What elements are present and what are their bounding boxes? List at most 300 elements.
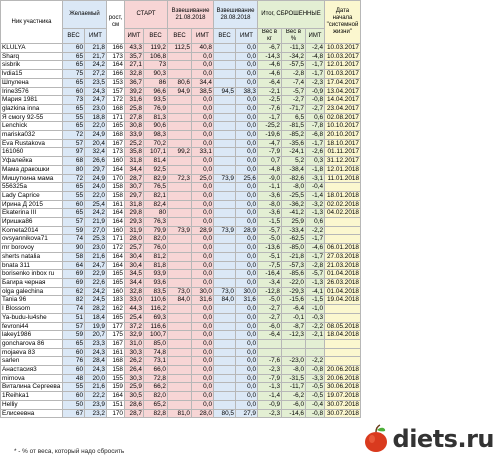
cell-desired-bmi[interactable]: 20,0 [85, 374, 107, 383]
cell-name[interactable]: Мария 1981 [1, 96, 63, 105]
cell-name[interactable]: mr borovoy [1, 244, 63, 253]
cell-height[interactable]: 162 [107, 305, 125, 314]
cell-start-date[interactable]: 10.03.2017 [325, 52, 361, 61]
cell-w1-bmi[interactable]: 0,0 [192, 313, 214, 322]
cell-start-weight[interactable]: 76,3 [144, 218, 168, 227]
cell-w2-weight[interactable] [214, 191, 236, 200]
cell-total-kg[interactable]: -5,1 [258, 252, 282, 261]
cell-total-pct[interactable]: -41,2 [282, 209, 306, 218]
cell-height[interactable]: 160 [107, 287, 125, 296]
cell-desired-weight[interactable]: 60 [63, 87, 85, 96]
cell-start-weight[interactable]: 69,3 [144, 313, 168, 322]
cell-height[interactable]: 165 [107, 270, 125, 279]
cell-desired-weight[interactable]: 62 [63, 287, 85, 296]
cell-total-bmi[interactable]: -2,6 [306, 148, 325, 157]
cell-start-weight[interactable]: 81,2 [144, 252, 168, 261]
cell-w2-weight[interactable]: 80,5 [214, 409, 236, 418]
cell-w1-bmi[interactable]: 0,0 [192, 200, 214, 209]
cell-start-weight[interactable]: 70,2 [144, 139, 168, 148]
cell-desired-bmi[interactable]: 25,3 [85, 235, 107, 244]
cell-w2-weight[interactable] [214, 183, 236, 192]
cell-start-date[interactable]: 17.04.2017 [325, 78, 361, 87]
cell-w1-bmi[interactable]: 0,0 [192, 52, 214, 61]
cell-desired-bmi[interactable]: 21,7 [85, 52, 107, 61]
cell-start-date[interactable]: 02.08.2017 [325, 113, 361, 122]
cell-w2-weight[interactable] [214, 339, 236, 348]
cell-w2-weight[interactable] [214, 218, 236, 227]
cell-w2-weight[interactable] [214, 113, 236, 122]
cell-start-weight[interactable]: 83,5 [144, 287, 168, 296]
cell-w2-bmi[interactable]: 0,0 [236, 357, 258, 366]
cell-desired-weight[interactable]: 65 [63, 104, 85, 113]
cell-w2-bmi[interactable]: 25,6 [236, 174, 258, 183]
cell-total-kg[interactable]: -7,6 [258, 357, 282, 366]
cell-desired-bmi[interactable]: 24,7 [85, 261, 107, 270]
cell-name[interactable]: glazkina inna [1, 104, 63, 113]
cell-name[interactable]: Irine3576 [1, 87, 63, 96]
cell-desired-bmi[interactable]: 21,6 [85, 383, 107, 392]
cell-start-date[interactable]: 08.05.2018 [325, 322, 361, 331]
cell-name[interactable]: mariska032 [1, 131, 63, 140]
cell-total-pct[interactable]: 5,2 [282, 157, 306, 166]
cell-name[interactable]: Мишуткина мама [1, 174, 63, 183]
cell-w2-bmi[interactable]: 0,0 [236, 270, 258, 279]
cell-start-date[interactable]: 20.06.2018 [325, 366, 361, 375]
cell-desired-bmi[interactable]: 28,4 [85, 357, 107, 366]
cell-w2-bmi[interactable]: 0,0 [236, 209, 258, 218]
cell-w2-weight[interactable] [214, 148, 236, 157]
cell-start-weight[interactable]: 93,9 [144, 270, 168, 279]
cell-total-kg[interactable]: -1,1 [258, 183, 282, 192]
cell-total-kg[interactable]: -1,7 [258, 113, 282, 122]
cell-total-bmi[interactable]: -0,9 [306, 87, 325, 96]
cell-w1-weight[interactable] [168, 218, 192, 227]
cell-total-pct[interactable]: -8,0 [282, 366, 306, 375]
cell-desired-weight[interactable]: 57 [63, 139, 85, 148]
cell-height[interactable]: 167 [107, 139, 125, 148]
cell-start-bmi[interactable]: 32,9 [125, 331, 144, 340]
cell-desired-weight[interactable]: 55 [63, 191, 85, 200]
cell-height[interactable]: 175 [107, 331, 125, 340]
cell-height[interactable]: 158 [107, 183, 125, 192]
cell-name[interactable]: sarlen [1, 357, 63, 366]
cell-w1-bmi[interactable]: 0,0 [192, 235, 214, 244]
cell-start-weight[interactable]: 93,5 [144, 96, 168, 105]
cell-w1-bmi[interactable]: 0,0 [192, 244, 214, 253]
cell-total-bmi[interactable]: -6,8 [306, 131, 325, 140]
cell-height[interactable]: 166 [107, 70, 125, 79]
cell-w1-bmi[interactable]: 0,0 [192, 331, 214, 340]
cell-w1-bmi[interactable]: 31,6 [192, 296, 214, 305]
cell-height[interactable]: 159 [107, 383, 125, 392]
cell-start-date[interactable] [325, 235, 361, 244]
cell-start-bmi[interactable]: 32,8 [125, 287, 144, 296]
cell-start-date[interactable] [325, 218, 361, 227]
cell-w2-weight[interactable] [214, 261, 236, 270]
cell-desired-bmi[interactable]: 23,0 [85, 104, 107, 113]
cell-w1-bmi[interactable]: 0,0 [192, 278, 214, 287]
cell-total-bmi[interactable]: -2,2 [306, 226, 325, 235]
cell-height[interactable]: 164 [107, 61, 125, 70]
cell-start-bmi[interactable]: 35,7 [125, 52, 144, 61]
cell-start-weight[interactable]: 82,8 [144, 409, 168, 418]
cell-w1-weight[interactable] [168, 278, 192, 287]
cell-total-bmi[interactable]: -0,8 [306, 96, 325, 105]
cell-w2-weight[interactable] [214, 52, 236, 61]
cell-w1-bmi[interactable]: 0,0 [192, 348, 214, 357]
cell-desired-weight[interactable]: 76 [63, 357, 85, 366]
cell-total-bmi[interactable]: -3,3 [306, 374, 325, 383]
cell-desired-weight[interactable]: 57 [63, 322, 85, 331]
cell-w2-bmi[interactable]: 0,0 [236, 200, 258, 209]
cell-total-bmi[interactable]: -4,1 [306, 287, 325, 296]
cell-w2-bmi[interactable]: 0,0 [236, 392, 258, 401]
cell-w2-bmi[interactable]: 0,0 [236, 148, 258, 157]
cell-total-pct[interactable]: -5,7 [282, 87, 306, 96]
cell-height[interactable]: 170 [107, 174, 125, 183]
cell-name[interactable]: borisenko inbox ru [1, 270, 63, 279]
cell-name[interactable]: Виталина Сергеева [1, 383, 63, 392]
cell-start-date[interactable]: 12.01.2018 [325, 165, 361, 174]
cell-w1-bmi[interactable]: 0,0 [192, 157, 214, 166]
cell-start-bmi[interactable]: 27,8 [125, 113, 144, 122]
cell-w1-weight[interactable] [168, 313, 192, 322]
cell-name[interactable]: Мама дракошки [1, 165, 63, 174]
cell-w1-bmi[interactable]: 0,0 [192, 165, 214, 174]
cell-total-kg[interactable]: -3,6 [258, 209, 282, 218]
cell-total-kg[interactable]: -5,7 [258, 226, 282, 235]
cell-w1-weight[interactable] [168, 366, 192, 375]
cell-w1-bmi[interactable]: 34,4 [192, 78, 214, 87]
cell-w2-bmi[interactable]: 0,0 [236, 139, 258, 148]
cell-desired-weight[interactable]: 51 [63, 313, 85, 322]
cell-total-kg[interactable]: -7,5 [258, 261, 282, 270]
cell-total-pct[interactable]: -81,5 [282, 122, 306, 131]
cell-total-bmi[interactable]: -4,6 [306, 244, 325, 253]
cell-w1-weight[interactable]: 80,6 [168, 78, 192, 87]
cell-start-bmi[interactable]: 29,7 [125, 191, 144, 200]
cell-total-kg[interactable]: 0,7 [258, 157, 282, 166]
cell-name[interactable]: 556325a [1, 183, 63, 192]
cell-w1-weight[interactable] [168, 52, 192, 61]
cell-total-pct[interactable]: 6,5 [282, 113, 306, 122]
cell-name[interactable]: Tania 96 [1, 296, 63, 305]
cell-height[interactable]: 160 [107, 157, 125, 166]
cell-height[interactable]: 171 [107, 113, 125, 122]
cell-w2-bmi[interactable]: 0,0 [236, 52, 258, 61]
cell-total-bmi[interactable]: -3,1 [306, 174, 325, 183]
cell-w2-weight[interactable] [214, 44, 236, 53]
cell-total-bmi[interactable]: -1,7 [306, 235, 325, 244]
cell-w1-weight[interactable]: 81,0 [168, 409, 192, 418]
cell-start-date[interactable] [325, 348, 361, 357]
cell-w1-bmi[interactable]: 28,9 [192, 226, 214, 235]
cell-total-bmi[interactable]: -0,5 [306, 383, 325, 392]
cell-w1-bmi[interactable]: 0,0 [192, 131, 214, 140]
cell-total-bmi[interactable]: -2,8 [306, 261, 325, 270]
cell-total-pct[interactable]: -0,1 [282, 313, 306, 322]
cell-w2-weight[interactable] [214, 157, 236, 166]
cell-start-date[interactable] [325, 357, 361, 366]
cell-desired-bmi[interactable]: 22,0 [85, 122, 107, 131]
cell-start-bmi[interactable]: 26,4 [125, 366, 144, 375]
cell-total-kg[interactable]: -5,0 [258, 235, 282, 244]
cell-start-date[interactable]: 26.03.2018 [325, 278, 361, 287]
cell-desired-bmi[interactable]: 29,7 [85, 165, 107, 174]
cell-desired-bmi[interactable]: 32,4 [85, 148, 107, 157]
cell-w2-weight[interactable] [214, 139, 236, 148]
cell-w1-weight[interactable] [168, 357, 192, 366]
cell-desired-bmi[interactable]: 24,5 [85, 296, 107, 305]
cell-total-pct[interactable]: -11,7 [282, 383, 306, 392]
cell-desired-weight[interactable]: 55 [63, 113, 85, 122]
cell-total-pct[interactable] [282, 348, 306, 357]
cell-total-pct[interactable] [282, 339, 306, 348]
cell-w2-bmi[interactable]: 0,0 [236, 157, 258, 166]
cell-total-kg[interactable]: -3,4 [258, 278, 282, 287]
cell-start-date[interactable]: 10.03.2017 [325, 44, 361, 53]
cell-desired-weight[interactable]: 68 [63, 157, 85, 166]
cell-desired-bmi[interactable]: 24,3 [85, 348, 107, 357]
cell-start-weight[interactable]: 82,1 [144, 191, 168, 200]
cell-desired-bmi[interactable]: 22,6 [85, 278, 107, 287]
cell-start-bmi[interactable]: 28,7 [125, 409, 144, 418]
cell-total-kg[interactable]: -4,8 [258, 165, 282, 174]
cell-start-date[interactable]: 31.12.2017 [325, 157, 361, 166]
cell-start-bmi[interactable]: 26,2 [125, 357, 144, 366]
cell-total-bmi[interactable]: 0,6 [306, 113, 325, 122]
cell-w1-weight[interactable] [168, 61, 192, 70]
cell-desired-bmi[interactable]: 28,2 [85, 305, 107, 314]
cell-height[interactable]: 172 [107, 96, 125, 105]
cell-w1-weight[interactable] [168, 261, 192, 270]
cell-start-bmi[interactable]: 29,8 [125, 209, 144, 218]
cell-total-bmi[interactable]: -1,7 [306, 61, 325, 70]
cell-desired-weight[interactable]: 60 [63, 392, 85, 401]
cell-w2-bmi[interactable]: 0,0 [236, 113, 258, 122]
cell-start-weight[interactable]: 85,0 [144, 339, 168, 348]
cell-name[interactable]: lvdia15 [1, 70, 63, 79]
cell-total-bmi[interactable]: -3,2 [306, 200, 325, 209]
cell-start-weight[interactable]: 107,1 [144, 148, 168, 157]
cell-start-date[interactable]: 30.06.2018 [325, 383, 361, 392]
cell-total-pct[interactable]: -2,7 [282, 96, 306, 105]
cell-total-bmi[interactable] [306, 348, 325, 357]
cell-start-weight[interactable]: 110,6 [144, 296, 168, 305]
cell-desired-bmi[interactable]: 23,2 [85, 409, 107, 418]
cell-start-bmi[interactable]: 31,6 [125, 96, 144, 105]
cell-w1-bmi[interactable]: 0,0 [192, 400, 214, 409]
cell-w2-weight[interactable] [214, 70, 236, 79]
cell-name[interactable]: I Blossom [1, 305, 63, 314]
cell-desired-bmi[interactable]: 27,0 [85, 226, 107, 235]
cell-w2-weight[interactable] [214, 96, 236, 105]
cell-height[interactable]: 166 [107, 44, 125, 53]
cell-start-bmi[interactable]: 35,8 [125, 148, 144, 157]
cell-desired-bmi[interactable]: 24,9 [85, 131, 107, 140]
cell-total-pct[interactable]: -8,7 [282, 322, 306, 331]
cell-w1-weight[interactable]: 73,0 [168, 287, 192, 296]
cell-total-pct[interactable]: -62,5 [282, 235, 306, 244]
cell-start-bmi[interactable]: 43,3 [125, 44, 144, 53]
cell-w2-bmi[interactable]: 0,0 [236, 122, 258, 131]
cell-w2-bmi[interactable]: 0,0 [236, 165, 258, 174]
cell-start-weight[interactable]: 100,7 [144, 331, 168, 340]
cell-w2-bmi[interactable]: 0,0 [236, 78, 258, 87]
cell-w1-weight[interactable]: 72,3 [168, 174, 192, 183]
cell-desired-bmi[interactable]: 26,6 [85, 157, 107, 166]
cell-w1-weight[interactable] [168, 383, 192, 392]
cell-start-date[interactable] [325, 305, 361, 314]
cell-start-date[interactable] [325, 183, 361, 192]
cell-w2-weight[interactable] [214, 322, 236, 331]
cell-w1-bmi[interactable]: 38,5 [192, 87, 214, 96]
cell-name[interactable]: Eva Rustakova [1, 139, 63, 148]
cell-start-bmi[interactable]: 39,2 [125, 87, 144, 96]
cell-height[interactable]: 164 [107, 165, 125, 174]
cell-total-pct[interactable]: -35,6 [282, 139, 306, 148]
cell-w2-bmi[interactable]: 0,0 [236, 383, 258, 392]
cell-total-bmi[interactable]: -0,3 [306, 313, 325, 322]
cell-name[interactable]: Я смогу 92-55 [1, 113, 63, 122]
cell-start-date[interactable]: 20.10.2017 [325, 131, 361, 140]
cell-start-date[interactable]: 13.04.2017 [325, 87, 361, 96]
cell-height[interactable]: 155 [107, 374, 125, 383]
cell-start-date[interactable]: 19.04.2018 [325, 296, 361, 305]
cell-name[interactable]: Sharq [1, 52, 63, 61]
cell-w1-weight[interactable] [168, 200, 192, 209]
cell-desired-weight[interactable]: 65 [63, 78, 85, 87]
cell-height[interactable]: 173 [107, 148, 125, 157]
cell-name[interactable]: mojaeva 83 [1, 348, 63, 357]
cell-start-date[interactable]: 02.02.2018 [325, 200, 361, 209]
cell-w1-weight[interactable] [168, 131, 192, 140]
cell-start-weight[interactable]: 96,6 [144, 87, 168, 96]
cell-start-date[interactable]: 30.07.2018 [325, 409, 361, 418]
cell-total-kg[interactable]: -3,6 [258, 191, 282, 200]
cell-start-date[interactable]: 10.10.2017 [325, 122, 361, 131]
cell-w2-bmi[interactable]: 0,0 [236, 339, 258, 348]
cell-desired-weight[interactable]: 59 [63, 331, 85, 340]
cell-name[interactable]: Kometa2014 [1, 226, 63, 235]
cell-w2-bmi[interactable]: 0,0 [236, 96, 258, 105]
cell-total-pct[interactable]: -12,3 [282, 331, 306, 340]
cell-desired-weight[interactable]: 74 [63, 305, 85, 314]
cell-w1-weight[interactable] [168, 113, 192, 122]
cell-desired-weight[interactable]: 75 [63, 70, 85, 79]
cell-start-bmi[interactable]: 27,1 [125, 61, 144, 70]
cell-height[interactable]: 170 [107, 409, 125, 418]
cell-start-bmi[interactable]: 25,7 [125, 244, 144, 253]
cell-total-kg[interactable]: -12,8 [258, 287, 282, 296]
cell-desired-weight[interactable]: 69 [63, 278, 85, 287]
cell-start-weight[interactable]: 106,8 [144, 52, 168, 61]
cell-name[interactable]: Ekaterina III [1, 209, 63, 218]
cell-desired-weight[interactable]: 67 [63, 409, 85, 418]
cell-w2-bmi[interactable]: 0,0 [236, 218, 258, 227]
cell-start-date[interactable]: 18.01.2018 [325, 191, 361, 200]
cell-height[interactable]: 168 [107, 104, 125, 113]
cell-start-bmi[interactable]: 33,0 [125, 296, 144, 305]
cell-desired-weight[interactable]: 90 [63, 244, 85, 253]
cell-desired-bmi[interactable]: 24,2 [85, 209, 107, 218]
cell-desired-weight[interactable]: 60 [63, 200, 85, 209]
cell-start-weight[interactable]: 90,6 [144, 122, 168, 131]
cell-start-bmi[interactable]: 25,2 [125, 139, 144, 148]
cell-height[interactable]: 151 [107, 400, 125, 409]
cell-start-bmi[interactable]: 30,5 [125, 392, 144, 401]
cell-total-pct[interactable]: -85,6 [282, 270, 306, 279]
cell-total-pct[interactable]: -15,6 [282, 296, 306, 305]
cell-total-bmi[interactable]: -0,4 [306, 183, 325, 192]
cell-start-date[interactable]: 01.04.2018 [325, 270, 361, 279]
cell-w1-bmi[interactable]: 0,0 [192, 339, 214, 348]
cell-start-weight[interactable]: 65,2 [144, 400, 168, 409]
cell-w2-bmi[interactable]: 0,0 [236, 374, 258, 383]
cell-start-weight[interactable]: 116,6 [144, 322, 168, 331]
cell-start-weight[interactable]: 73,1 [144, 357, 168, 366]
cell-start-weight[interactable]: 82,4 [144, 200, 168, 209]
cell-desired-weight[interactable]: 72 [63, 131, 85, 140]
cell-total-kg[interactable] [258, 348, 282, 357]
cell-name[interactable]: Шпулена [1, 78, 63, 87]
cell-w1-bmi[interactable]: 0,0 [192, 183, 214, 192]
cell-desired-weight[interactable]: 60 [63, 44, 85, 53]
cell-w1-bmi[interactable]: 33,1 [192, 148, 214, 157]
cell-name[interactable]: bnata 311 [1, 261, 63, 270]
cell-w1-weight[interactable]: 94,9 [168, 87, 192, 96]
cell-start-weight[interactable]: 76,9 [144, 104, 168, 113]
cell-w2-weight[interactable] [214, 374, 236, 383]
cell-height[interactable]: 165 [107, 122, 125, 131]
cell-start-date[interactable] [325, 339, 361, 348]
cell-total-bmi[interactable]: -0,5 [306, 392, 325, 401]
cell-start-date[interactable]: 14.04.2017 [325, 96, 361, 105]
cell-height[interactable]: 161 [107, 200, 125, 209]
cell-total-pct[interactable]: -85,0 [282, 244, 306, 253]
cell-w1-bmi[interactable]: 25,0 [192, 174, 214, 183]
cell-w2-bmi[interactable]: 0,0 [236, 70, 258, 79]
cell-start-weight[interactable]: 72,8 [144, 374, 168, 383]
cell-total-kg[interactable]: -1,4 [258, 392, 282, 401]
cell-w2-weight[interactable]: 73,9 [214, 174, 236, 183]
cell-name[interactable]: Lady Caprice [1, 191, 63, 200]
cell-w1-bmi[interactable]: 0,0 [192, 270, 214, 279]
cell-desired-bmi[interactable]: 24,0 [85, 183, 107, 192]
cell-w1-bmi[interactable]: 0,0 [192, 218, 214, 227]
cell-total-kg[interactable]: -2,1 [258, 87, 282, 96]
cell-desired-weight[interactable]: 69 [63, 270, 85, 279]
cell-total-kg[interactable]: -14,3 [258, 52, 282, 61]
cell-total-bmi[interactable]: -1,8 [306, 165, 325, 174]
cell-w2-weight[interactable] [214, 165, 236, 174]
cell-w1-bmi[interactable]: 0,0 [192, 261, 214, 270]
cell-start-weight[interactable]: 86 [144, 78, 168, 87]
cell-w1-bmi[interactable]: 0,0 [192, 252, 214, 261]
cell-w1-bmi[interactable]: 0,0 [192, 96, 214, 105]
cell-total-bmi[interactable]: -1,7 [306, 70, 325, 79]
cell-w2-bmi[interactable]: 28,9 [236, 226, 258, 235]
cell-height[interactable]: 157 [107, 87, 125, 96]
cell-desired-weight[interactable]: 82 [63, 296, 85, 305]
cell-total-kg[interactable]: -13,6 [258, 244, 282, 253]
cell-w2-bmi[interactable]: 38,3 [236, 87, 258, 96]
cell-total-kg[interactable]: -2,7 [258, 305, 282, 314]
cell-height[interactable]: 173 [107, 52, 125, 61]
cell-name[interactable]: Helliy [1, 400, 63, 409]
cell-w1-weight[interactable] [168, 339, 192, 348]
cell-start-bmi[interactable]: 30,8 [125, 122, 144, 131]
